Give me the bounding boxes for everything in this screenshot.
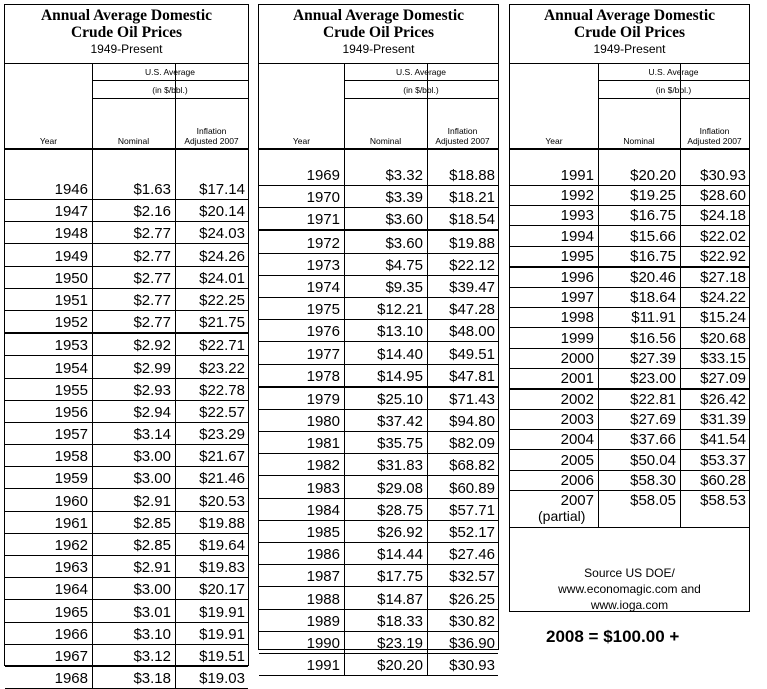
- adjusted-cell: $48.00: [449, 323, 495, 341]
- adjusted-cell: $22.12: [449, 256, 495, 274]
- nominal-cell: $3.18: [133, 670, 171, 688]
- adjusted-cell: $52.17: [449, 524, 495, 541]
- adjusted-cell: $60.89: [449, 479, 495, 497]
- adjusted-cell: $30.82: [449, 612, 495, 630]
- table-row: [510, 450, 749, 470]
- nominal-cell: $14.40: [377, 345, 423, 363]
- table-row: [259, 231, 498, 253]
- table-row: [5, 578, 248, 600]
- table-row: [510, 226, 749, 246]
- adjusted-cell: $18.54: [449, 211, 495, 229]
- year-cell: 1990: [306, 634, 340, 652]
- year-cell: 1987: [306, 568, 340, 586]
- adjusted-cell: $27.46: [449, 546, 495, 564]
- year-cell: 1964: [54, 581, 88, 599]
- nominal-cell: $18.33: [377, 612, 423, 630]
- nominal-cell: $29.08: [377, 479, 423, 497]
- table-row: [5, 645, 248, 667]
- year-cell: 1977: [306, 345, 340, 363]
- table-row: [510, 288, 749, 308]
- nominal-header: Nominal: [623, 136, 655, 146]
- nominal-cell: $50.04: [630, 451, 676, 469]
- table-row: [259, 254, 498, 276]
- nominal-cell: $16.75: [630, 207, 676, 225]
- adjusted-cell: $24.03: [199, 225, 245, 243]
- year-cell: 2003: [560, 411, 594, 429]
- nominal-cell: $28.75: [377, 501, 423, 519]
- nominal-cell: $58.30: [630, 471, 676, 489]
- adjusted-cell: $19.88: [199, 514, 245, 532]
- year-cell: 1951: [54, 291, 88, 309]
- nominal-cell: $3.00: [133, 470, 171, 488]
- year-cell: 1946: [54, 181, 88, 198]
- adjusted-cell: $47.81: [449, 367, 495, 385]
- table-body: [5, 149, 248, 689]
- year-cell: 1949: [54, 247, 88, 265]
- nominal-cell: $2.16: [133, 203, 171, 221]
- us-average-label: U.S. Average: [648, 67, 699, 77]
- year-cell: 1968: [54, 670, 88, 688]
- adjusted-cell: $30.93: [449, 657, 495, 675]
- table-row: [5, 534, 248, 556]
- nominal-cell: $20.20: [377, 657, 423, 675]
- year-cell: 1965: [54, 603, 88, 621]
- year-cell: 1978: [306, 367, 340, 385]
- year-cell: 1966: [54, 625, 88, 643]
- table-row: [5, 289, 248, 311]
- table-row: [510, 268, 749, 288]
- year-cell: 1999: [560, 329, 594, 347]
- table-row: [510, 369, 749, 390]
- adjusted-cell: $57.71: [449, 501, 495, 519]
- nominal-cell: $27.69: [630, 411, 676, 429]
- year-cell: 1985: [306, 524, 340, 541]
- year-cell: 1970: [306, 189, 340, 207]
- nominal-cell: $23.19: [377, 634, 423, 652]
- adjusted-cell: $68.82: [449, 457, 495, 475]
- nominal-cell: $14.87: [377, 590, 423, 608]
- year-cell: 1957: [54, 426, 88, 444]
- adjusted-cell: $36.90: [449, 634, 495, 652]
- adjusted-cell: $27.18: [700, 268, 746, 286]
- units-label: (in $/bbl.): [655, 85, 692, 95]
- nominal-cell: $3.39: [385, 189, 423, 207]
- adjusted-cell: $24.22: [700, 289, 746, 307]
- year-cell: 1962: [54, 537, 88, 554]
- nominal-cell: $35.75: [377, 435, 423, 453]
- adjusted-cell: $22.92: [700, 247, 746, 265]
- table-row: [259, 410, 498, 432]
- table-panel-1: [4, 4, 249, 688]
- year-cell: 1954: [54, 359, 88, 377]
- nominal-cell: $11.91: [631, 309, 676, 327]
- adjusted-cell: $71.43: [449, 390, 495, 408]
- year-cell: 1980: [306, 413, 340, 431]
- units-label: (in $/bbl.): [403, 85, 439, 95]
- nominal-cell: $37.66: [630, 431, 676, 449]
- table-row: [5, 489, 248, 511]
- year-cell: 1967: [54, 647, 88, 665]
- year-cell: 1993: [560, 207, 594, 225]
- table-row: [5, 334, 248, 356]
- nominal-cell: $19.25: [630, 187, 676, 205]
- nominal-cell: $3.12: [133, 647, 171, 665]
- table-row: [259, 476, 498, 498]
- table-row: [5, 423, 248, 445]
- adjusted-cell: $18.88: [449, 167, 495, 184]
- nominal-cell: $20.46: [630, 268, 676, 286]
- adjusted-cell: $18.21: [449, 189, 495, 207]
- nominal-cell: $2.93: [133, 381, 171, 399]
- adjusted-cell: $22.57: [199, 403, 245, 421]
- year-cell: 1975: [306, 301, 340, 319]
- nominal-cell: $3.60: [385, 234, 423, 252]
- nominal-cell: $2.85: [133, 514, 171, 532]
- adjusted-cell: $21.46: [199, 470, 245, 488]
- nominal-cell: $12.21: [377, 301, 423, 319]
- year-cell: 1989: [306, 612, 340, 630]
- us-average-label: U.S. Average: [145, 67, 195, 77]
- table-row: [5, 244, 248, 266]
- adjusted-cell: $27.09: [700, 369, 746, 387]
- adjusted-cell: $24.18: [700, 207, 746, 225]
- adjusted-cell: $19.64: [199, 537, 245, 554]
- table-row: [259, 587, 498, 609]
- year-cell: 1952: [54, 314, 88, 332]
- year-cell: 1974: [306, 278, 340, 296]
- table-row: [510, 328, 749, 348]
- nominal-header: Nominal: [117, 136, 150, 146]
- nominal-cell: $2.77: [133, 291, 171, 309]
- year-cell: 2000: [560, 349, 594, 367]
- adjusted-cell: $19.88: [449, 234, 495, 252]
- nominal-header: Nominal: [369, 136, 402, 146]
- adjusted-cell: $33.15: [700, 349, 746, 367]
- adjusted-cell: $20.17: [199, 581, 245, 599]
- nominal-cell: $16.56: [630, 329, 676, 347]
- table-row: [510, 149, 749, 186]
- adjusted-cell: $22.02: [700, 227, 746, 245]
- nominal-cell: $4.75: [385, 256, 423, 274]
- table-row: [5, 222, 248, 244]
- nominal-cell: $2.91: [133, 492, 171, 510]
- table-row: [5, 556, 248, 578]
- year-cell: 1950: [54, 269, 88, 287]
- adjusted-cell: $21.67: [199, 448, 245, 466]
- adjusted-cell: $26.42: [700, 391, 746, 409]
- year-cell: 1991: [560, 167, 594, 184]
- year-cell: 1994: [560, 227, 594, 245]
- adjusted-cell: $39.47: [449, 278, 495, 296]
- year-cell: 1955: [54, 381, 88, 399]
- nominal-cell: $31.83: [377, 457, 423, 475]
- adjusted-cell: $20.68: [700, 329, 746, 347]
- table-row: [259, 342, 498, 364]
- panel-title: Annual Average Domestic Crude Oil Prices: [543, 7, 716, 41]
- nominal-cell: $17.75: [377, 568, 423, 586]
- table-row: [259, 565, 498, 587]
- adjusted-cell: $47.28: [449, 301, 495, 319]
- adjusted-cell: $19.51: [199, 647, 245, 665]
- year-cell: 2004: [560, 431, 594, 449]
- adjusted-cell: $23.22: [199, 359, 245, 377]
- table-row: [259, 149, 498, 186]
- year-cell: 1960: [54, 492, 88, 510]
- table-row: [259, 320, 498, 342]
- table-row: [510, 390, 749, 410]
- nominal-cell: $15.66: [630, 227, 676, 245]
- panel-subtitle: 1949-Present: [90, 42, 163, 56]
- table-row: [5, 311, 248, 334]
- units-label: (in $/bbl.): [152, 85, 188, 95]
- table-row: [5, 512, 248, 534]
- adjusted-cell: $17.14: [199, 181, 245, 198]
- year-cell: 1958: [54, 448, 88, 466]
- table-row: [259, 276, 498, 298]
- adjusted-cell: $53.37: [700, 451, 746, 469]
- nominal-cell: $3.00: [133, 581, 171, 599]
- us-average-label: U.S. Average: [396, 67, 446, 77]
- nominal-cell: $26.92: [377, 524, 423, 541]
- table-row: [259, 298, 498, 320]
- adjusted-cell: $49.51: [449, 345, 495, 363]
- table-row: [510, 186, 749, 206]
- year-cell: 2006: [560, 471, 594, 489]
- nominal-cell: $22.81: [630, 391, 676, 409]
- year-header: Year: [39, 136, 58, 146]
- nominal-cell: $1.63: [133, 181, 171, 198]
- year-cell: 1988: [306, 590, 340, 608]
- table-row: [259, 499, 498, 521]
- table-row: [5, 267, 248, 289]
- nominal-cell: $9.35: [385, 278, 423, 296]
- year-cell: 1959: [54, 470, 88, 488]
- year-cell: 1961: [54, 514, 88, 532]
- year-cell: 1984: [306, 501, 340, 519]
- nominal-cell: $3.00: [133, 448, 171, 466]
- year-cell: 1979: [306, 390, 340, 408]
- adjusted-cell: $58.53: [700, 491, 746, 509]
- year-cell: 1953: [54, 337, 88, 355]
- table-row: [259, 186, 498, 208]
- table-row: [5, 467, 248, 489]
- year-cell: 1981: [306, 435, 340, 453]
- adjusted-cell: $19.91: [199, 625, 245, 643]
- table-row: [259, 543, 498, 565]
- adjusted-cell: $15.24: [700, 309, 746, 327]
- adjusted-cell: $41.54: [700, 431, 746, 449]
- table-row: [510, 491, 749, 528]
- footer-note: 2008 = $100.00 +: [546, 627, 680, 646]
- year-cell: 2002: [560, 391, 594, 409]
- table-row: [5, 667, 248, 689]
- nominal-cell: $3.60: [385, 211, 423, 229]
- adjusted-cell: $23.29: [199, 426, 245, 444]
- table-row: [259, 388, 498, 410]
- year-cell: 1963: [54, 559, 88, 577]
- table-header: [5, 63, 248, 150]
- table-row: [5, 379, 248, 401]
- table-row: [510, 430, 749, 450]
- year-cell: 1996: [560, 268, 594, 286]
- table-row: [5, 445, 248, 467]
- table-row: [5, 600, 248, 622]
- panel-subtitle: 1949-Present: [342, 42, 415, 56]
- table-row: [259, 365, 498, 388]
- table-row: [259, 208, 498, 231]
- year-cell: 2001: [560, 369, 594, 387]
- inflation-header: Inflation Adjusted 2007: [184, 126, 239, 146]
- adjusted-cell: $21.75: [199, 314, 245, 332]
- nominal-cell: $2.94: [133, 403, 171, 421]
- nominal-cell: $2.77: [133, 225, 171, 243]
- table-row: [510, 349, 749, 369]
- nominal-cell: $58.05: [630, 491, 676, 509]
- inflation-header: Inflation Adjusted 2007: [435, 126, 490, 146]
- table-panel-3: [509, 4, 750, 612]
- year-cell: 1971: [306, 211, 340, 229]
- year-cell: 1947: [54, 203, 88, 221]
- nominal-cell: $2.77: [133, 269, 171, 287]
- year-cell: 1976: [306, 323, 340, 341]
- table-row: [259, 654, 498, 676]
- table-header: [510, 63, 749, 150]
- table-row: [5, 401, 248, 423]
- nominal-cell: $25.10: [377, 390, 423, 408]
- year-cell: 1986: [306, 546, 340, 564]
- adjusted-cell: $30.93: [700, 167, 746, 184]
- adjusted-cell: $24.01: [199, 269, 245, 287]
- nominal-cell: $14.95: [377, 367, 423, 385]
- nominal-cell: $3.32: [385, 167, 423, 184]
- nominal-cell: $20.20: [630, 167, 676, 184]
- adjusted-cell: $20.53: [199, 492, 245, 510]
- nominal-cell: $2.77: [133, 247, 171, 265]
- panel-title: Annual Average Domestic Crude Oil Prices: [292, 7, 465, 41]
- adjusted-cell: $31.39: [700, 411, 746, 429]
- adjusted-cell: $32.57: [449, 568, 495, 586]
- nominal-cell: $3.14: [133, 426, 171, 444]
- adjusted-cell: $19.03: [199, 670, 245, 688]
- adjusted-cell: $60.28: [700, 471, 746, 489]
- year-cell: 1992: [560, 187, 594, 205]
- adjusted-cell: $82.09: [449, 435, 495, 453]
- year-cell: 1991: [306, 657, 340, 675]
- nominal-cell: $2.91: [133, 559, 171, 577]
- year-cell: 1982: [306, 457, 340, 475]
- year-cell: 1983: [306, 479, 340, 497]
- inflation-header: Inflation Adjusted 2007: [687, 126, 742, 146]
- table-row: [259, 454, 498, 476]
- nominal-cell: $13.10: [377, 323, 423, 341]
- table-row: [510, 471, 749, 491]
- year-cell: 2005: [560, 451, 594, 469]
- table-row: [5, 356, 248, 378]
- adjusted-cell: $26.25: [449, 590, 495, 608]
- panel-title: Annual Average Domestic Crude Oil Prices: [40, 7, 213, 41]
- adjusted-cell: $19.91: [199, 603, 245, 621]
- nominal-cell: $37.42: [377, 413, 423, 431]
- source-note: Source US DOE/ www.economagic.com and www.ioga.com: [558, 566, 701, 612]
- nominal-cell: $14.44: [377, 546, 423, 564]
- nominal-cell: $23.00: [630, 369, 676, 387]
- adjusted-cell: $24.26: [199, 247, 245, 265]
- table-row: [259, 521, 498, 543]
- year-cell: 1973: [306, 256, 340, 274]
- nominal-cell: $2.77: [133, 314, 171, 332]
- year-header: Year: [545, 136, 563, 146]
- adjusted-cell: $20.14: [199, 203, 245, 221]
- table-row: [5, 623, 248, 645]
- table-panel-2: [258, 4, 499, 675]
- table-row: [510, 308, 749, 328]
- table-row: [510, 247, 749, 268]
- table-row: [5, 200, 248, 222]
- partial-note: (partial): [538, 507, 586, 524]
- nominal-cell: $2.85: [133, 537, 171, 554]
- nominal-cell: $18.64: [630, 289, 676, 307]
- adjusted-cell: $28.60: [700, 187, 746, 205]
- table-row: [510, 410, 749, 430]
- adjusted-cell: $22.25: [199, 291, 245, 309]
- table-body: [259, 149, 498, 676]
- year-cell: 1948: [54, 225, 88, 243]
- table-row: [259, 632, 498, 654]
- adjusted-cell: $94.80: [449, 413, 495, 431]
- year-cell: 1997: [560, 289, 594, 307]
- nominal-cell: $16.75: [630, 247, 676, 265]
- year-cell: 1956: [54, 403, 88, 421]
- nominal-cell: $2.92: [133, 337, 171, 355]
- nominal-cell: $2.99: [133, 359, 171, 377]
- year-cell: 1998: [560, 309, 594, 327]
- year-header: Year: [292, 136, 311, 146]
- table-row: [259, 610, 498, 632]
- nominal-cell: $3.10: [133, 625, 171, 643]
- year-cell: 2007: [560, 491, 594, 509]
- nominal-cell: $3.01: [133, 603, 171, 621]
- adjusted-cell: $22.78: [199, 381, 245, 399]
- year-cell: 1969: [306, 167, 340, 184]
- table-header: [259, 63, 498, 150]
- year-cell: 1972: [306, 234, 340, 252]
- adjusted-cell: $19.83: [199, 559, 245, 577]
- table-row: [510, 206, 749, 226]
- nominal-cell: $27.39: [630, 349, 676, 367]
- table-row: [259, 432, 498, 454]
- table-row: [5, 149, 248, 200]
- adjusted-cell: $22.71: [199, 337, 245, 355]
- table-body: [510, 149, 749, 528]
- year-cell: 1995: [560, 247, 594, 265]
- panel-subtitle: 1949-Present: [593, 42, 666, 56]
